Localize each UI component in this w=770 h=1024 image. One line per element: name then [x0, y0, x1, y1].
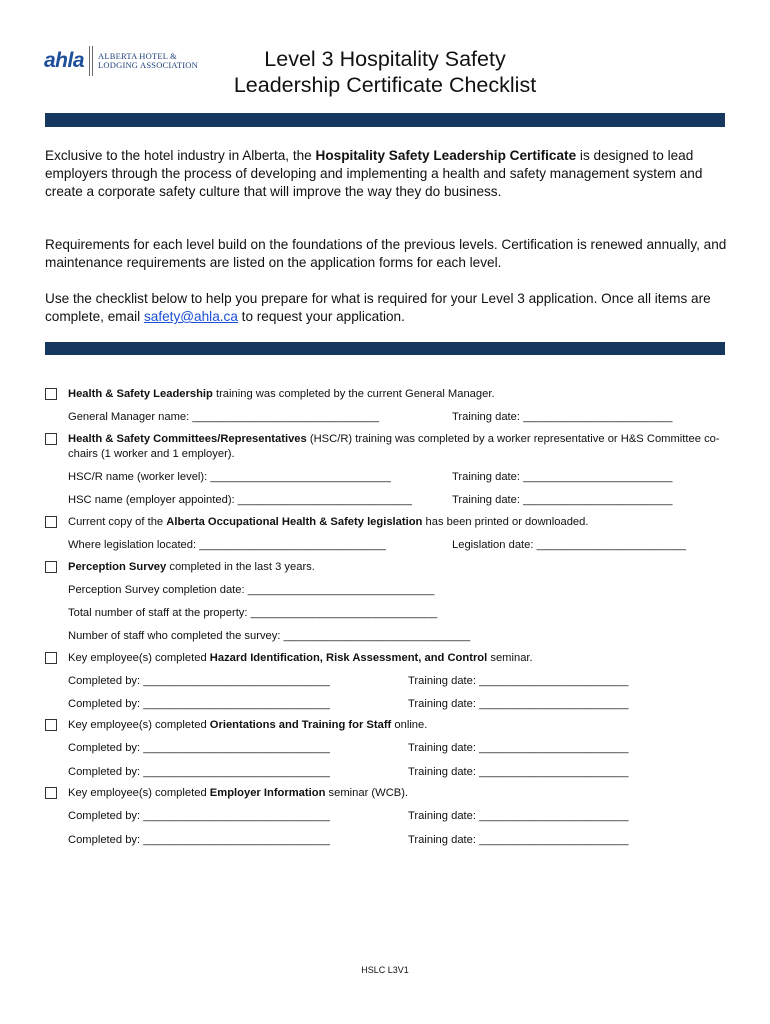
orientation-completed-by-field-2[interactable]: Completed by: ______________________________	[68, 766, 330, 778]
checkbox-hscr-training[interactable]	[45, 433, 57, 445]
logo-divider	[89, 46, 93, 76]
document-code: HSLC L3V1	[361, 965, 409, 975]
checkbox-orientation-training[interactable]	[45, 719, 57, 731]
hsc-name-field[interactable]: HSC name (employer appointed): ____________________________	[68, 494, 412, 506]
logo-name-line1: ALBERTA HOTEL &	[98, 50, 177, 61]
checkbox-hazard-seminar[interactable]	[45, 652, 57, 664]
employer-info-training-date-field-2[interactable]: Training date: ________________________	[408, 834, 629, 846]
checkbox-employer-info[interactable]	[45, 787, 57, 799]
total-staff-field[interactable]: Total number of staff at the property: ______________________________	[68, 607, 438, 619]
item-perception-survey: Perception Survey completed in the last 3 years.	[68, 561, 315, 573]
item-employer-info: Key employee(s) completed Employer Information seminar (WCB).	[68, 787, 409, 799]
title-line1: Level 3 Hospitality Safety	[264, 47, 506, 71]
item-hazard-seminar: Key employee(s) completed Hazard Identification, Risk Assessment, and Control seminar.	[68, 652, 533, 664]
title-line2: Leadership Certificate Checklist	[233, 73, 537, 97]
hscr-training-date-field[interactable]: Training date: ________________________	[452, 471, 673, 483]
header-divider-band	[45, 113, 725, 127]
logo-name	[98, 52, 198, 71]
legislation-date-field[interactable]: Legislation date: ________________________	[452, 539, 686, 551]
orientation-training-date-field-1[interactable]: Training date: ________________________	[408, 742, 629, 754]
item-orientation-training: Key employee(s) completed Orientations and Training for Staff online.	[68, 719, 428, 731]
certificate-name: Hospitality Safety Leadership Certificate	[315, 148, 577, 163]
hsc-training-date-field[interactable]: Training date: ________________________	[452, 494, 673, 506]
intro-paragraph-2: Requirements for each level build on the foundations of the previous levels. Certification is renewed annually, and maintenance requirements are listed on the application forms for each level.	[45, 237, 727, 270]
ahla-logo	[44, 44, 198, 78]
gm-name-field[interactable]: General Manager name: ______________________________	[68, 411, 380, 423]
page-title	[200, 46, 570, 98]
staff-completed-survey-field[interactable]: Number of staff who completed the survey: ______________________________	[68, 630, 471, 642]
email-link[interactable]: safety@ahla.ca	[143, 309, 238, 324]
checkbox-gm-leadership[interactable]	[45, 388, 57, 400]
item-ohs-legislation: Current copy of the Alberta Occupational Health & Safety legislation has been printed or downloaded.	[68, 516, 589, 528]
orientation-training-date-field-2[interactable]: Training date: ________________________	[408, 766, 629, 778]
legislation-location-field[interactable]: Where legislation located: ______________________________	[68, 539, 386, 551]
gm-training-date-field[interactable]: Training date: ________________________	[452, 411, 673, 423]
employer-info-completed-by-field-1[interactable]: Completed by: ______________________________	[68, 810, 330, 822]
logo-mark: ahla	[44, 49, 85, 72]
checkbox-perception-survey[interactable]	[45, 561, 57, 573]
hazard-completed-by-field-1[interactable]: Completed by: ______________________________	[68, 675, 330, 687]
checkbox-ohs-legislation[interactable]	[45, 516, 57, 528]
intro-paragraph-3: Use the checklist below to help you prepare for what is required for your Level 3 application. Once all items are complete, email safety@ahla.ca to request your application.	[45, 291, 711, 324]
item-hscr-training: Health & Safety Committees/Representatives (HSC/R) training was completed by a worker representative or H&S Committee co-chairs (1 worker and 1 employer).	[68, 433, 720, 460]
hazard-completed-by-field-2[interactable]: Completed by: ______________________________	[68, 698, 330, 710]
hazard-training-date-field-2[interactable]: Training date: ________________________	[408, 698, 629, 710]
hazard-training-date-field-1[interactable]: Training date: ________________________	[408, 675, 629, 687]
employer-info-completed-by-field-2[interactable]: Completed by: ______________________________	[68, 834, 330, 846]
section-divider-band	[45, 342, 725, 355]
item-gm-leadership: Health & Safety Leadership training was completed by the current General Manager.	[68, 388, 495, 400]
survey-completion-date-field[interactable]: Perception Survey completion date: ______________________________	[68, 584, 435, 596]
logo-name-line2: LODGING ASSOCIATION	[98, 60, 198, 70]
hscr-name-field[interactable]: HSC/R name (worker level): _____________________________	[68, 471, 391, 483]
orientation-completed-by-field-1[interactable]: Completed by: ______________________________	[68, 742, 330, 754]
intro-paragraph-1: Exclusive to the hotel industry in Alberta, the Hospitality Safety Leadership Certificate is designed to lead employers through the process of developing and implementing a health and safety management system and create a corporate safety culture that will improve the way they do business.	[45, 148, 703, 199]
employer-info-training-date-field-1[interactable]: Training date: ________________________	[408, 810, 629, 822]
